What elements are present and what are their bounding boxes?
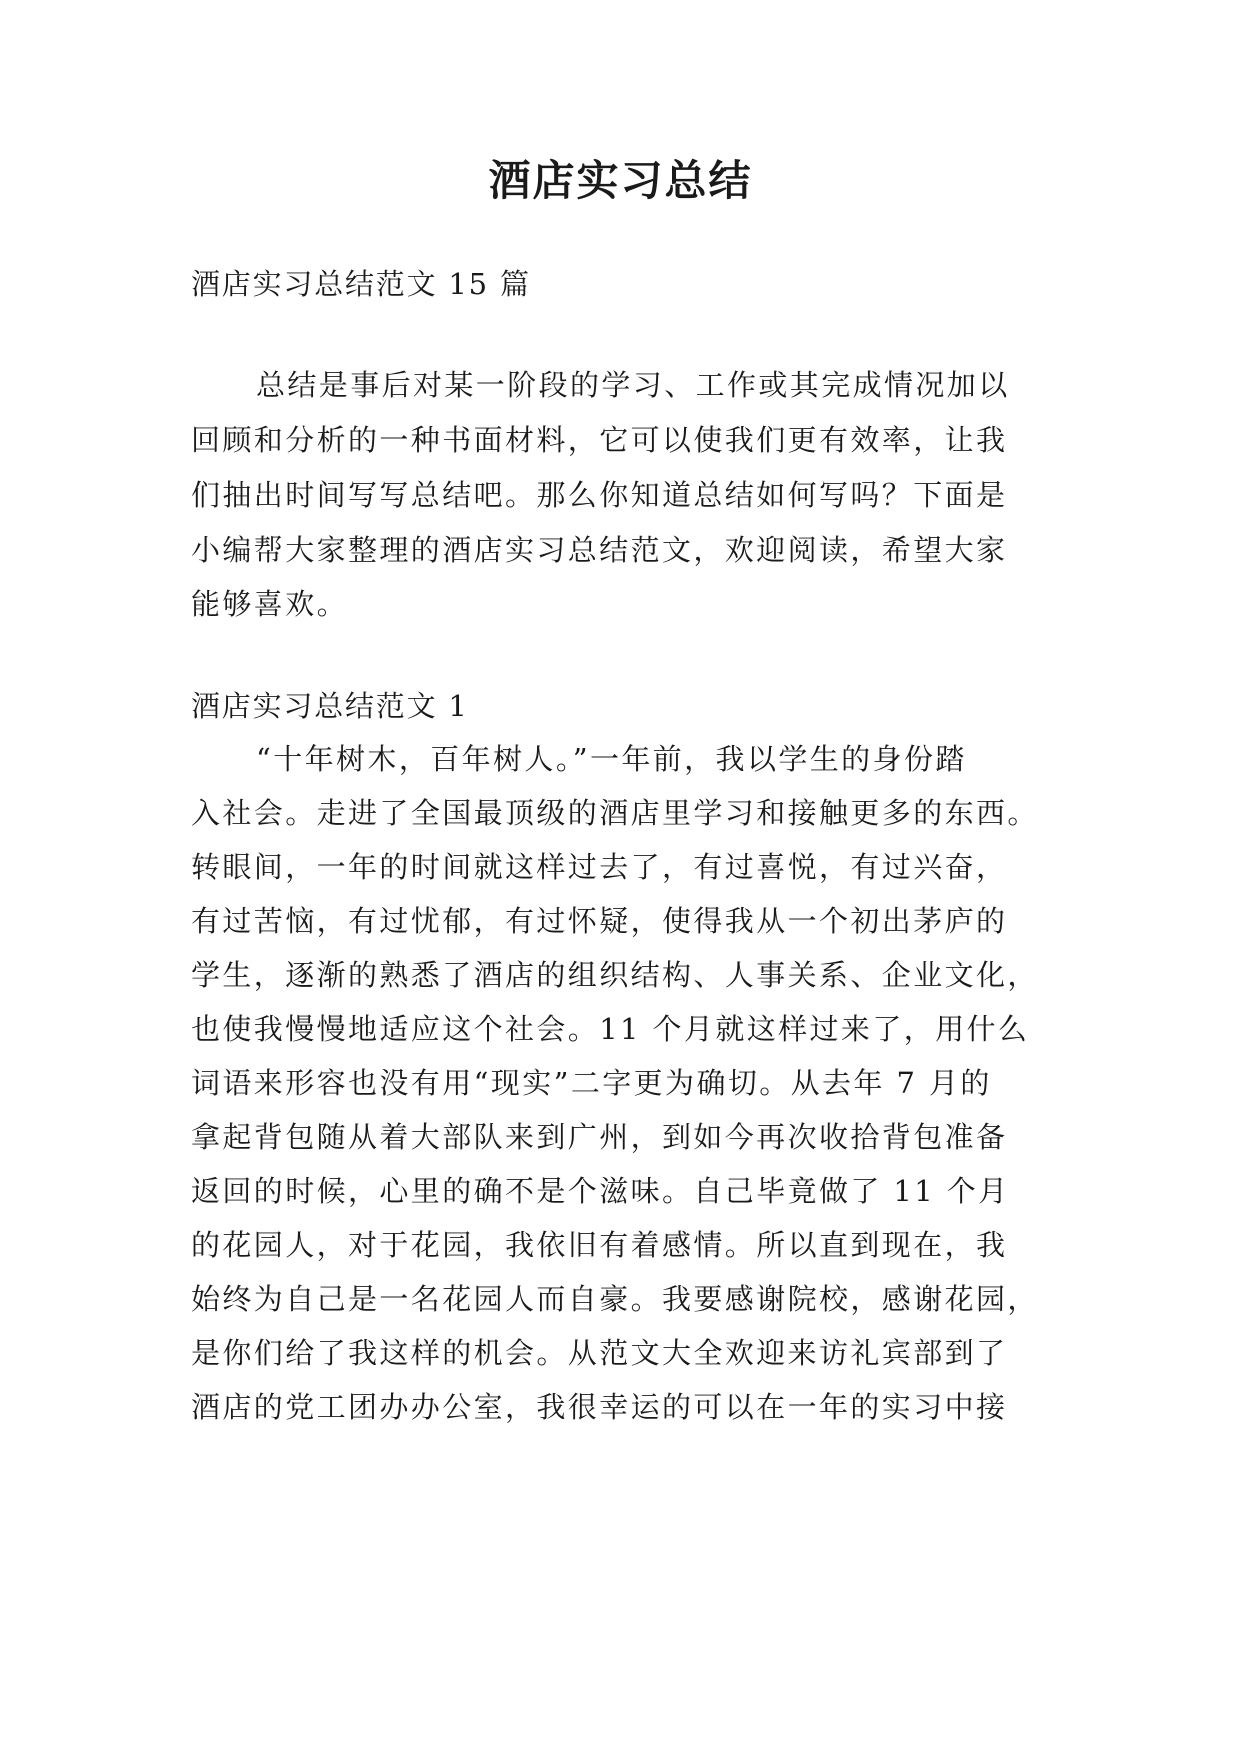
body-line: 是你们给了我这样的机会。从范文大全欢迎来访礼宾部到了	[191, 1336, 1008, 1370]
body-line: 的花园人，对于花园，我依旧有着感情。所以直到现在，我	[191, 1228, 1008, 1262]
body-line: 有过苦恼，有过忧郁，有过怀疑，使得我从一个初出茅庐的	[191, 904, 1008, 938]
intro-line: 回顾和分析的一种书面材料，它可以使我们更有效率，让我	[191, 423, 1008, 457]
body-line: 入社会。走进了全国最顶级的酒店里学习和接触更多的东西。	[191, 796, 1039, 830]
body-line: 转眼间，一年的时间就这样过去了，有过喜悦，有过兴奋，	[191, 850, 1008, 884]
body-line: 返回的时候，心里的确不是个滋味。自己毕竟做了 11 个月	[191, 1174, 1010, 1208]
intro-line: 能够喜欢。	[191, 587, 349, 621]
intro-line: 总结是事后对某一阶段的学习、工作或其完成情况加以	[256, 368, 1010, 402]
body-line: 也使我慢慢地适应这个社会。11 个月就这样过来了，用什么	[191, 1012, 1030, 1046]
body-line: “十年树木，百年树人。”一年前，我以学生的身份踏	[256, 742, 967, 776]
body-line: 学生，逐渐的熟悉了酒店的组织结构、人事关系、企业文化，	[191, 958, 1039, 992]
intro-line: 小编帮大家整理的酒店实习总结范文，欢迎阅读，希望大家	[191, 533, 1008, 567]
document-title: 酒店实习总结	[488, 156, 753, 205]
section-heading: 酒店实习总结范文 1	[191, 689, 469, 723]
body-line: 酒店的党工团办办公室，我很幸运的可以在一年的实习中接	[191, 1390, 1008, 1424]
body-line: 始终为自己是一名花园人而自豪。我要感谢院校，感谢花园，	[191, 1282, 1039, 1316]
intro-line: 们抽出时间写写总结吧。那么你知道总结如何写吗？下面是	[191, 478, 1008, 512]
document-subtitle: 酒店实习总结范文 15 篇	[191, 267, 531, 301]
body-line: 词语来形容也没有用“现实”二字更为确切。从去年 7 月的	[191, 1066, 992, 1100]
body-line: 拿起背包随从着大部队来到广州，到如今再次收拾背包准备	[191, 1120, 1008, 1154]
